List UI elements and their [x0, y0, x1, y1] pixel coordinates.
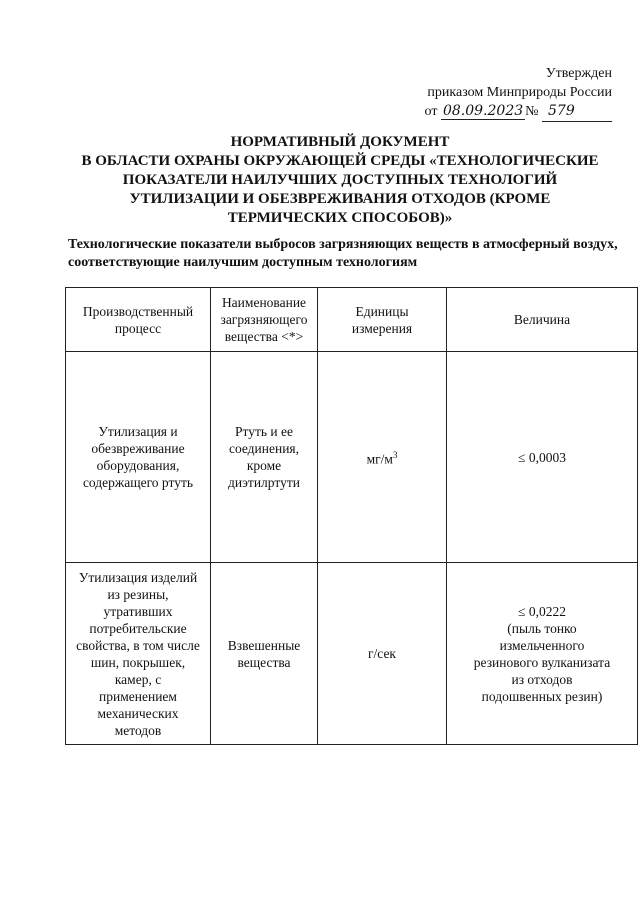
table-caption: Технологические показатели выбросов загрязняющих веществ в атмосферный воздух, соответствующие наилучшим доступным технологиям [68, 237, 618, 270]
header-text: измерения [351, 320, 413, 336]
unit-text: г/сек [368, 646, 396, 661]
title-line: ТЕРМИЧЕСКИХ СПОСОБОВ)» [227, 210, 453, 226]
cell-text: содержащего ртуть [82, 475, 194, 490]
cell-process [66, 563, 211, 745]
title-line: В ОБЛАСТИ ОХРАНЫ ОКРУЖАЮЩЕЙ СРЕДЫ «ТЕХНОЛОГИЧЕСКИЕ [81, 153, 599, 169]
approval-label: Утвержден [545, 66, 612, 81]
header-process [66, 288, 211, 352]
approval-order: приказом Минприроды России [427, 85, 612, 100]
cell-text: подошвенных резин) [481, 688, 603, 704]
cell-unit [318, 352, 447, 563]
cell-text: измельченного [499, 637, 585, 653]
cell-text: ≤ 0,0003 [518, 449, 566, 465]
cell-text: соединения, [228, 441, 300, 456]
cell-text: Утилизация изделий [78, 569, 198, 585]
cell-text: шин, покрышек, [90, 654, 186, 670]
table-row [66, 563, 638, 745]
cell-text: утративших [103, 603, 173, 619]
cell-text: свойства, в том числе [76, 637, 200, 653]
approval-number: 579 [542, 102, 612, 122]
cell-text: из резины, [107, 586, 169, 602]
cell-text: применением [99, 688, 177, 704]
title-line: НОРМАТИВНЫЙ ДОКУМЕНТ [230, 134, 450, 150]
cell-process [66, 352, 211, 563]
approval-date: 08.09.2023 [442, 103, 524, 119]
cell-substance [211, 352, 318, 563]
header-text: вещества <*> [224, 329, 304, 344]
cell-text: Ртуть и ее [235, 424, 293, 439]
cell-text: обезвреживание [91, 441, 185, 456]
indicators-table [65, 287, 638, 745]
cell-unit [318, 563, 447, 745]
cell-text: кроме [246, 458, 282, 473]
cell-value [447, 352, 638, 563]
unit-text: мг/м [366, 451, 393, 467]
cell-text: Взвешенные [227, 637, 301, 653]
unit-superscript: 3 [392, 449, 398, 460]
approval-number-label: № [525, 104, 539, 119]
table-header-row [66, 288, 638, 352]
cell-text: (пыль тонко [507, 620, 577, 636]
approval-block [425, 64, 612, 122]
approval-from-label: от [424, 104, 438, 119]
header-units [318, 288, 447, 352]
document-title [40, 133, 640, 228]
title-line: ПОКАЗАТЕЛИ НАИЛУЧШИХ ДОСТУПНЫХ ТЕХНОЛОГИЙ [122, 172, 558, 188]
header-text: Производственный [82, 303, 194, 319]
header-text: Наименование [221, 295, 307, 310]
header-text: процесс [114, 320, 162, 336]
approval-date-line [425, 102, 612, 122]
cell-substance [211, 563, 318, 745]
cell-text: методов [114, 722, 162, 738]
cell-text: резинового вулканизата [473, 654, 611, 670]
cell-text: ≤ 0,0222 [518, 603, 566, 619]
cell-text: камер, с [114, 671, 162, 687]
table-row [66, 352, 638, 563]
cell-text: оборудования, [96, 458, 180, 473]
title-line: УТИЛИЗАЦИИ И ОБЕЗВРЕЖИВАНИЯ ОТХОДОВ (КРОМЕ [129, 191, 551, 207]
cell-text: из отходов [511, 671, 573, 687]
header-text: Величина [513, 312, 571, 327]
header-text: Единицы [355, 303, 409, 319]
cell-text: потребительские [89, 620, 187, 636]
header-substance [211, 288, 318, 352]
header-text: загрязняющего [220, 312, 308, 327]
cell-text: Утилизация и [98, 424, 178, 439]
header-value [447, 288, 638, 352]
cell-text: вещества [237, 654, 291, 670]
cell-text: механических [97, 705, 179, 721]
cell-text: диэтилртути [228, 475, 300, 490]
cell-value [447, 563, 638, 745]
